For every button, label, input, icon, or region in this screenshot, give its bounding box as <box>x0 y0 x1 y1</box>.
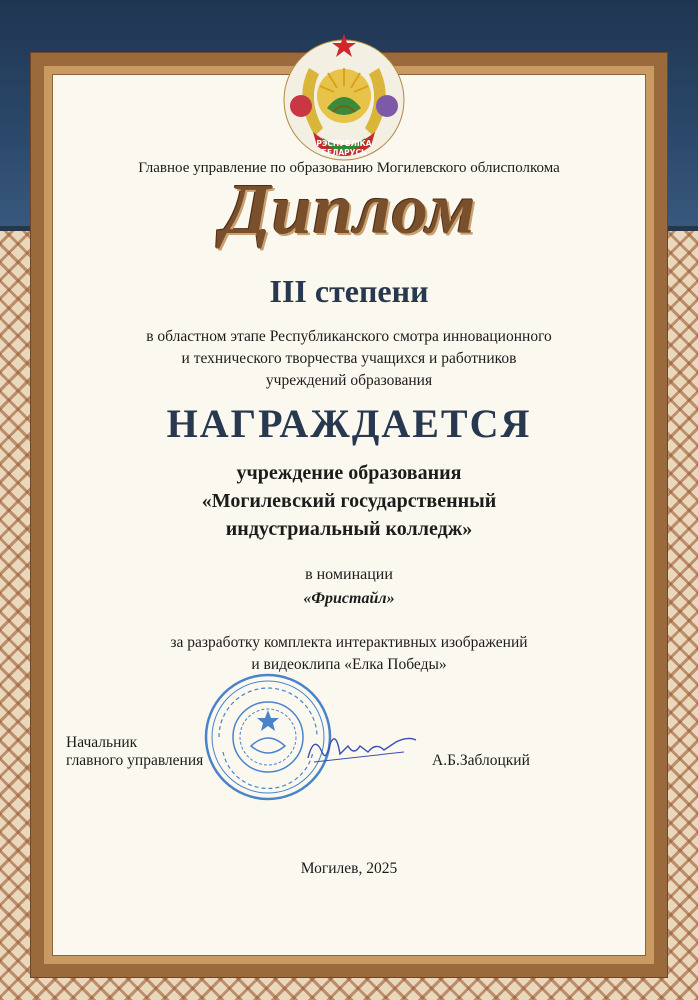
event-line-1: в областном этапе Республиканского смотра инновационного <box>146 328 552 345</box>
svg-text:РЭСПУБЛІКА: РЭСПУБЛІКА <box>316 139 372 148</box>
recipient-line-3: индустриальный колледж» <box>225 518 473 540</box>
reason-line-1: за разработку комплекта интерактивных изображений <box>170 634 528 651</box>
event-line-3: учреждений образования <box>265 372 433 389</box>
state-emblem-icon <box>275 28 413 166</box>
signer-title-line-2: главного управления <box>66 752 204 769</box>
nomination-label: в номинации <box>305 566 393 583</box>
event-line-2: и технического творчества учащихся и работников <box>181 350 517 367</box>
recipient-line-1: учреждение образования <box>236 462 462 484</box>
svg-text:БЕЛАРУСЬ: БЕЛАРУСЬ <box>321 148 367 157</box>
degree-title: III степени <box>269 273 429 309</box>
recipient-line-2: «Могилевский государственный <box>201 490 497 512</box>
signer-name: А.Б.Заблоцкий <box>432 752 530 769</box>
awarded-heading: НАГРАЖДАЕТСЯ <box>166 401 532 446</box>
issuer-header: Главное управление по образованию Могилевского облисполкома <box>138 160 560 176</box>
signer-title-line-1: Начальник <box>66 734 138 751</box>
diploma-title: Диплом <box>221 169 477 249</box>
signature-icon <box>300 722 420 772</box>
nomination-name: «Фристайл» <box>303 590 395 607</box>
place-date: Могилев, 2025 <box>300 860 398 877</box>
reason-line-2: и видеоклипа «Елка Победы» <box>251 656 447 673</box>
